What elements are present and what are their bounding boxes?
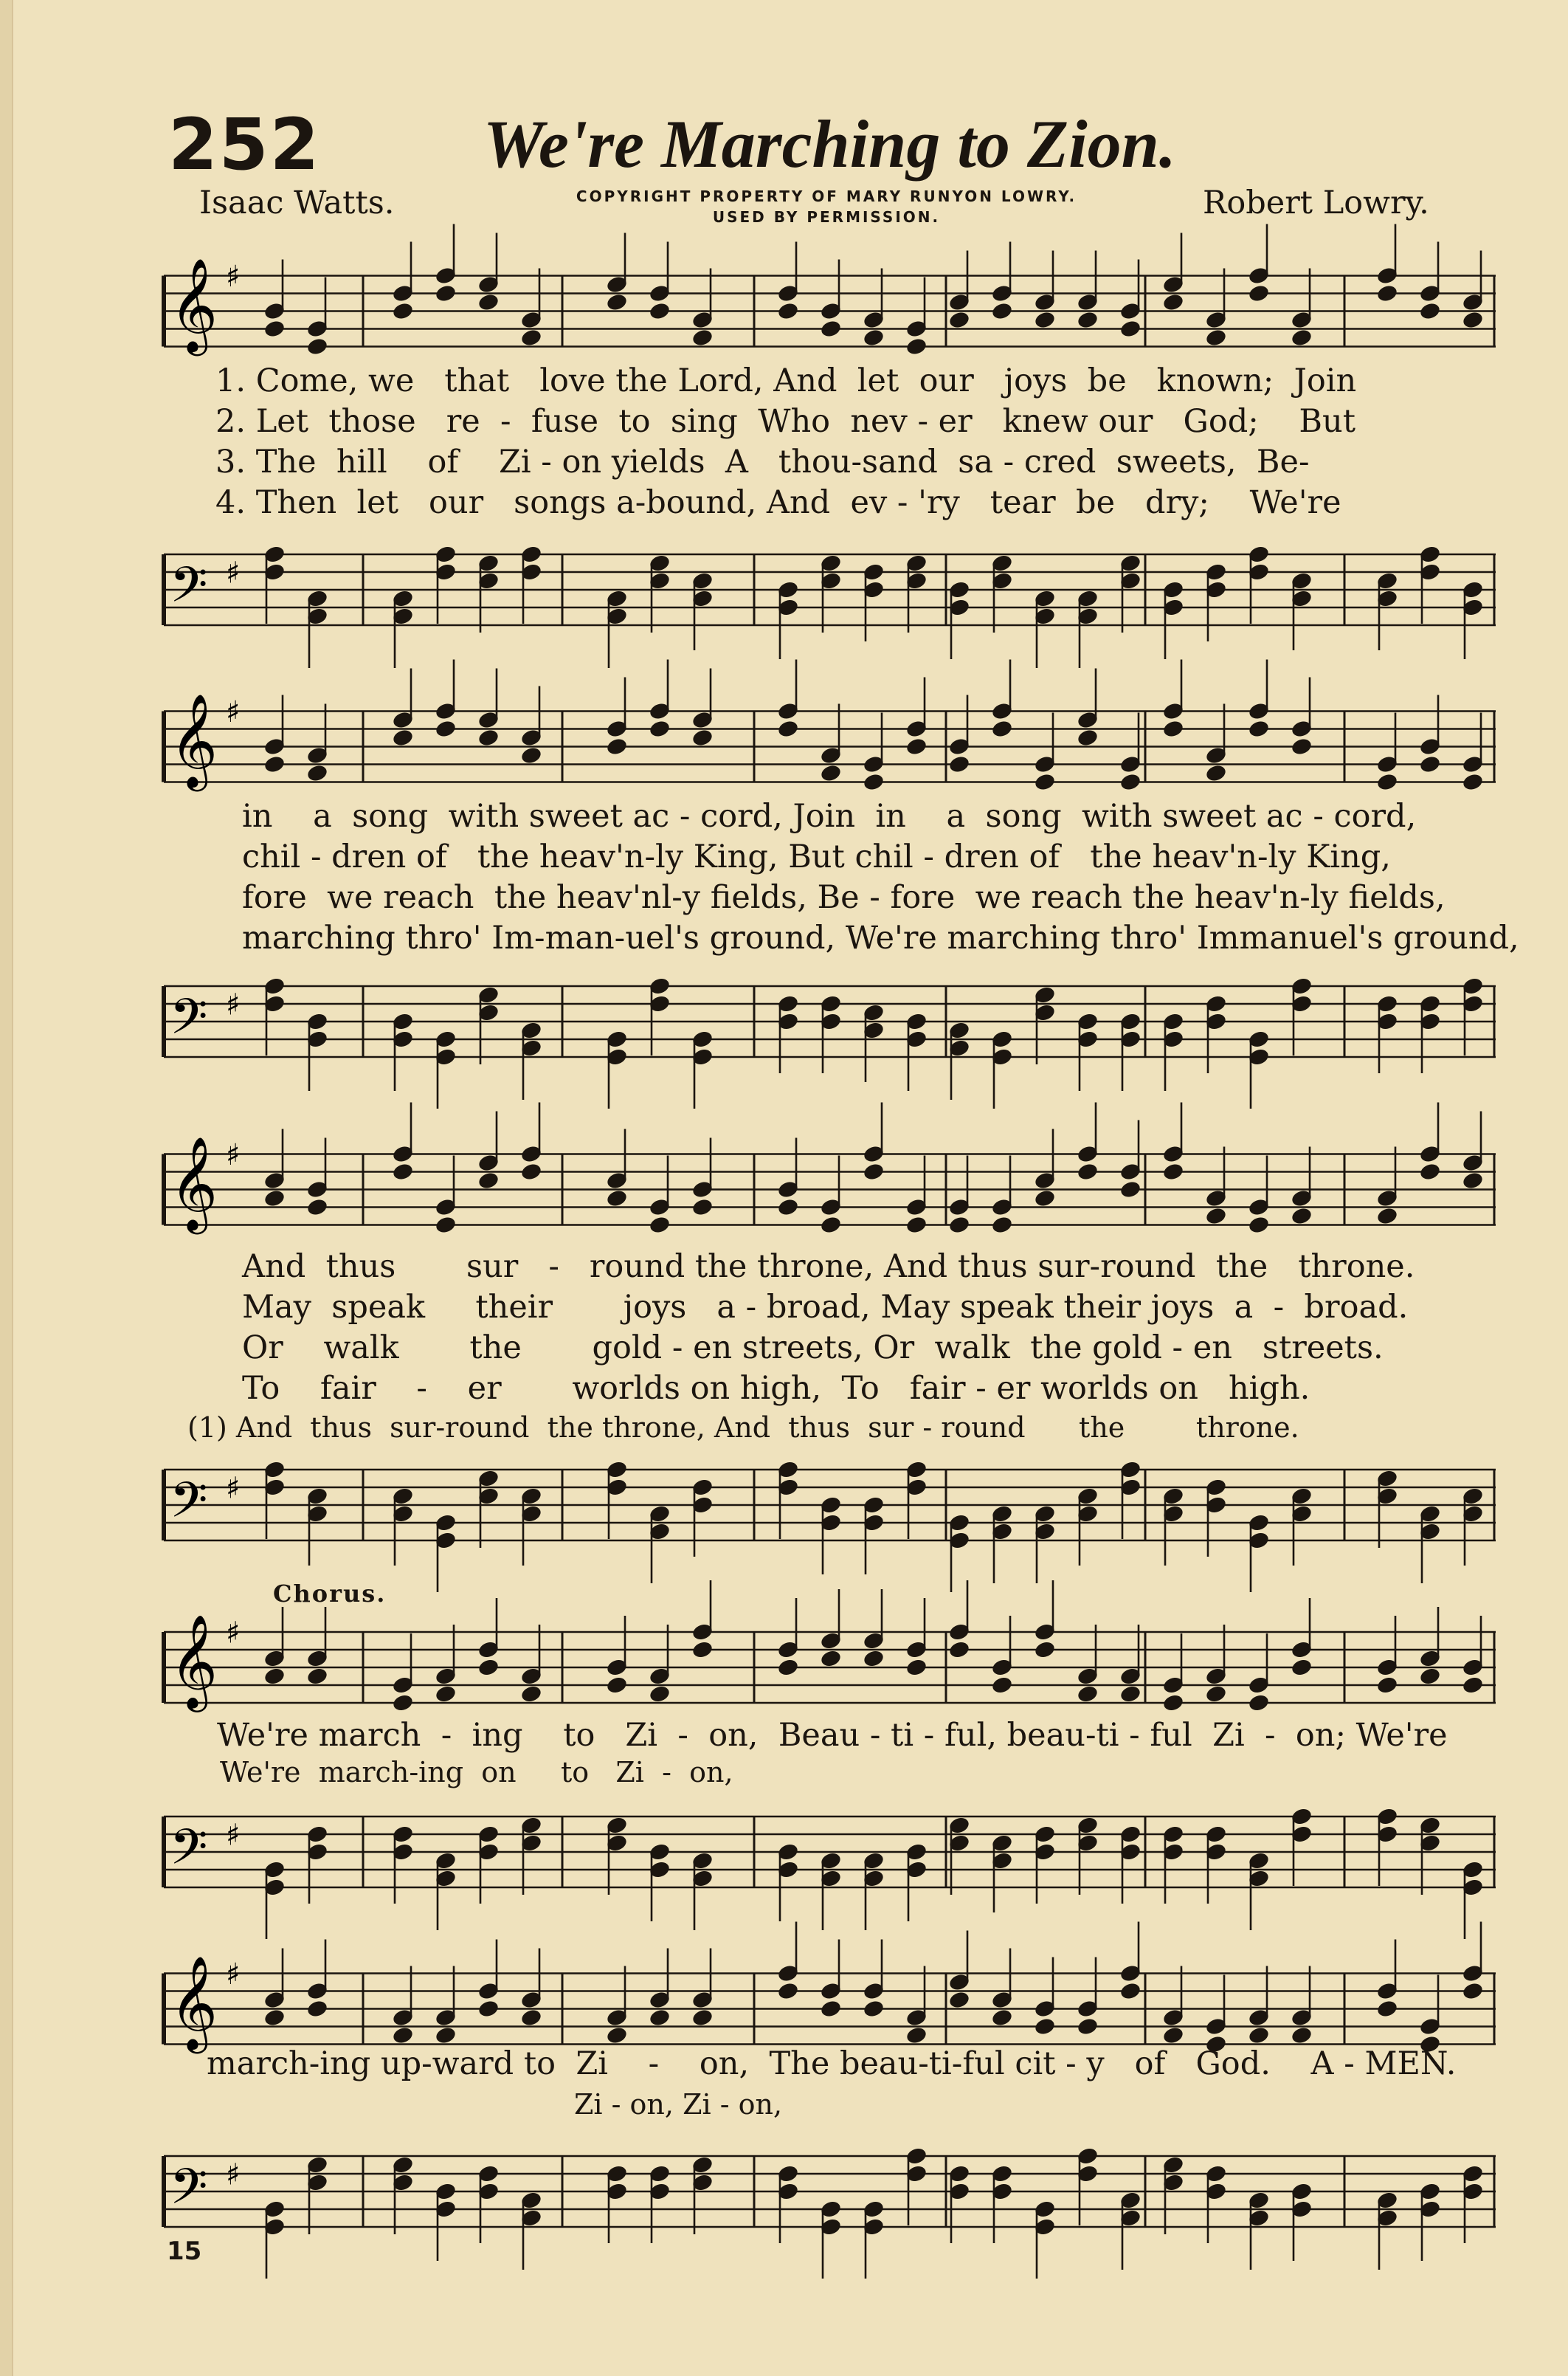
notehead — [306, 1999, 329, 2019]
key-sharp-icon: ♯ — [226, 1137, 241, 1172]
bass-staff — [164, 539, 1496, 635]
notehead — [820, 319, 843, 339]
notehead — [649, 2008, 671, 2028]
key-sharp-icon: ♯ — [226, 556, 241, 590]
hymn-title: We're Marching to Zion. — [483, 106, 1176, 182]
music-system-1 — [164, 244, 1496, 635]
notehead — [1462, 1981, 1485, 2001]
notehead — [1119, 1981, 1142, 2001]
notehead — [1291, 1658, 1313, 1678]
notehead — [691, 1640, 714, 1660]
lyric-line: chil - dren of the heav'n-ly King, But chil - dren of the heav'n-ly King, — [242, 839, 1391, 875]
notehead — [777, 1658, 800, 1678]
lyric-line: march-ing up-ward to Zi - on, The beau-ti-ful cit - y of God. A - MEN. — [207, 2045, 1457, 2082]
notehead — [905, 2025, 928, 2045]
lyric-line: fore we reach the heav'nl-y fields, Be - fore we reach the heav'n-ly fields, — [242, 879, 1446, 916]
notehead — [777, 719, 800, 739]
notehead — [820, 1649, 843, 1669]
notehead — [991, 1215, 1014, 1235]
notehead — [1291, 2025, 1313, 2045]
notehead — [991, 1676, 1014, 1695]
treble-clef-icon: 𝄞 — [170, 1135, 218, 1230]
notehead — [435, 2025, 457, 2045]
notehead — [1462, 310, 1485, 330]
notehead — [520, 2008, 543, 2028]
notehead — [991, 2008, 1014, 2028]
notehead — [991, 301, 1014, 321]
notehead — [263, 2008, 286, 2028]
treble-staff — [164, 1122, 1496, 1251]
bass-clef-icon: 𝄢 — [170, 556, 208, 625]
notehead — [1162, 292, 1185, 312]
notehead — [1376, 1206, 1399, 1226]
notehead — [1162, 1693, 1185, 1713]
notehead — [520, 1162, 543, 1182]
notehead — [1419, 1667, 1442, 1687]
notehead — [905, 737, 928, 757]
notehead — [306, 1197, 329, 1217]
notehead — [1376, 1676, 1399, 1695]
notehead — [1462, 772, 1485, 792]
notehead — [1034, 310, 1057, 330]
notehead — [820, 1215, 843, 1235]
notehead — [1119, 1684, 1142, 1704]
notehead — [1119, 1180, 1142, 1199]
music-system-4 — [164, 1580, 1496, 1904]
bass-clef-icon: 𝄢 — [170, 1471, 208, 1540]
notehead — [905, 1215, 928, 1235]
notehead — [1162, 719, 1185, 739]
page-edge — [0, 0, 13, 2376]
notehead — [649, 1215, 671, 1235]
notehead — [948, 1215, 971, 1235]
notehead — [1248, 1215, 1271, 1235]
notehead — [1376, 772, 1399, 792]
notehead — [1077, 1162, 1099, 1182]
notehead — [863, 1649, 885, 1669]
notehead — [477, 1171, 500, 1191]
notehead — [1462, 1676, 1485, 1695]
treble-clef-icon: 𝄞 — [170, 257, 218, 352]
notehead — [435, 283, 457, 303]
notehead — [1291, 328, 1313, 348]
notehead — [777, 301, 800, 321]
key-sharp-icon: ♯ — [226, 259, 241, 294]
lyric-line: 3. The hill of Zi - on yields A thou-sand sa - cred sweets, Be- — [215, 444, 1310, 481]
notehead — [1162, 2025, 1185, 2045]
notehead — [820, 763, 843, 783]
notehead — [1376, 1999, 1399, 2019]
key-sharp-icon: ♯ — [226, 1471, 241, 1506]
notehead — [1376, 283, 1399, 303]
bass-staff — [164, 967, 1496, 1070]
notehead — [863, 328, 885, 348]
notehead — [1248, 2025, 1271, 2045]
notehead — [392, 2025, 415, 2045]
notehead — [392, 1693, 415, 1713]
bass-staff — [164, 1794, 1496, 1904]
alt-lyric-line: We're march-ing on to Zi - on, — [220, 1756, 733, 1788]
copyright-line-2: USED BY PERMISSION. — [712, 208, 941, 226]
lyric-line: 1. Come, we that love the Lord, And let our joys be known; Join — [215, 362, 1357, 399]
lyric-line: We're march - ing to Zi - on, Beau - ti - ful, beau-ti - ful Zi - on; We're — [217, 1717, 1448, 1754]
lyric-line: May speak their joys a - broad, May speak their joys a - broad. — [242, 1289, 1409, 1326]
notehead — [306, 337, 329, 357]
notehead — [691, 328, 714, 348]
chorus-label: Chorus. — [273, 1580, 387, 1608]
notehead — [1248, 283, 1271, 303]
notehead — [1248, 719, 1271, 739]
notehead — [1419, 1162, 1442, 1182]
notehead — [435, 1215, 457, 1235]
bass-clef-icon: 𝄢 — [170, 2158, 208, 2227]
copyright-notice — [502, 186, 1151, 227]
notehead — [1077, 728, 1099, 748]
lyric-line: And thus sur - round the throne, And thus sur-round the throne. — [242, 1248, 1415, 1285]
treble-staff — [164, 244, 1496, 373]
notehead — [1077, 1684, 1099, 1704]
author: Isaac Watts. — [199, 185, 395, 221]
music-system-5 — [164, 1941, 1496, 2251]
lyric-line: marching thro' Im-man-uel's ground, We're marching thro' Immanuel's ground, — [242, 920, 1519, 957]
notehead — [606, 737, 629, 757]
music-system-3 — [164, 1122, 1496, 1550]
notehead — [1205, 328, 1228, 348]
notehead — [1077, 310, 1099, 330]
notehead — [948, 754, 971, 774]
notehead — [1034, 1640, 1057, 1660]
bass-staff — [164, 2133, 1496, 2244]
treble-clef-icon: 𝄞 — [170, 692, 218, 788]
key-sharp-icon: ♯ — [226, 1957, 241, 1991]
bass-clef-icon: 𝄢 — [170, 988, 208, 1057]
notehead — [991, 719, 1014, 739]
notehead — [477, 1999, 500, 2019]
notehead — [520, 1684, 543, 1704]
lyric-line: in a song with sweet ac - cord, Join in a song with sweet ac - cord, — [242, 798, 1417, 835]
music-system-2 — [164, 679, 1519, 1070]
notehead — [392, 728, 415, 748]
key-sharp-icon: ♯ — [226, 695, 241, 729]
hymn-number: 252 — [168, 103, 321, 186]
notehead — [1248, 1693, 1271, 1713]
notehead — [263, 1188, 286, 1208]
lyric-line: 4. Then let our songs a-bound, And ev - 'ry tear be dry; We're — [215, 484, 1341, 521]
notehead — [435, 719, 457, 739]
notehead — [649, 1684, 671, 1704]
lyric-line: To fair - er worlds on high, To fair - er worlds on high. — [242, 1370, 1310, 1407]
notehead — [392, 301, 415, 321]
notehead — [649, 719, 671, 739]
notehead — [1419, 301, 1442, 321]
notehead — [1205, 763, 1228, 783]
key-sharp-icon: ♯ — [226, 1818, 241, 1853]
notehead — [606, 1676, 629, 1695]
notehead — [392, 1162, 415, 1182]
notehead — [649, 301, 671, 321]
composer: Robert Lowry. — [1203, 185, 1429, 221]
notehead — [1119, 772, 1142, 792]
treble-staff — [164, 679, 1496, 808]
notehead — [1034, 772, 1057, 792]
notehead — [1419, 754, 1442, 774]
notehead — [691, 1197, 714, 1217]
treble-staff — [164, 1609, 1496, 1720]
notehead — [1077, 2017, 1099, 2036]
notehead — [306, 1667, 329, 1687]
copyright-line-1: COPYRIGHT PROPERTY OF MARY RUNYON LOWRY. — [576, 187, 1077, 205]
notehead — [691, 2008, 714, 2028]
alt-lyric-line: (1) And thus sur-round the throne, And thus sur - round the throne. — [187, 1411, 1299, 1444]
notehead — [777, 1197, 800, 1217]
notehead — [1462, 1171, 1485, 1191]
lyric-line: Or walk the gold - en streets, Or walk the gold - en streets. — [242, 1329, 1384, 1366]
notehead — [477, 292, 500, 312]
notehead — [1119, 319, 1142, 339]
notehead — [863, 1162, 885, 1182]
notehead — [820, 1999, 843, 2019]
key-sharp-icon: ♯ — [226, 2158, 241, 2192]
notehead — [905, 1658, 928, 1678]
notehead — [948, 1990, 971, 2010]
notehead — [263, 754, 286, 774]
key-sharp-icon: ♯ — [226, 988, 241, 1022]
notehead — [1205, 1684, 1228, 1704]
notehead — [606, 1188, 629, 1208]
notehead — [520, 745, 543, 765]
notehead — [606, 292, 629, 312]
notehead — [1162, 1162, 1185, 1182]
notehead — [777, 1981, 800, 2001]
notehead — [520, 328, 543, 348]
notehead — [1291, 737, 1313, 757]
lyric-line: 2. Let those re - fuse to sing Who nev - er knew our God; But — [215, 403, 1355, 440]
notehead — [691, 728, 714, 748]
bass-staff — [164, 1454, 1496, 1550]
notehead — [948, 1640, 971, 1660]
treble-clef-icon: 𝄞 — [170, 1613, 218, 1708]
notehead — [306, 763, 329, 783]
notehead — [1291, 1206, 1313, 1226]
treble-clef-icon: 𝄞 — [170, 1955, 218, 2050]
notehead — [1205, 1206, 1228, 1226]
notehead — [863, 1999, 885, 2019]
notehead — [606, 2025, 629, 2045]
notehead — [263, 1667, 286, 1687]
notehead — [1034, 1188, 1057, 1208]
notehead — [905, 337, 928, 357]
bass-clef-icon: 𝄢 — [170, 1818, 208, 1887]
alt-lyric-line: Zi - on, Zi - on, — [574, 2088, 783, 2121]
notehead — [863, 772, 885, 792]
key-sharp-icon: ♯ — [226, 1616, 241, 1650]
notehead — [263, 319, 286, 339]
notehead — [948, 310, 971, 330]
notehead — [477, 728, 500, 748]
notehead — [1034, 2017, 1057, 2036]
notehead — [435, 1684, 457, 1704]
notehead — [477, 1658, 500, 1678]
page-number: 15 — [167, 2236, 202, 2266]
